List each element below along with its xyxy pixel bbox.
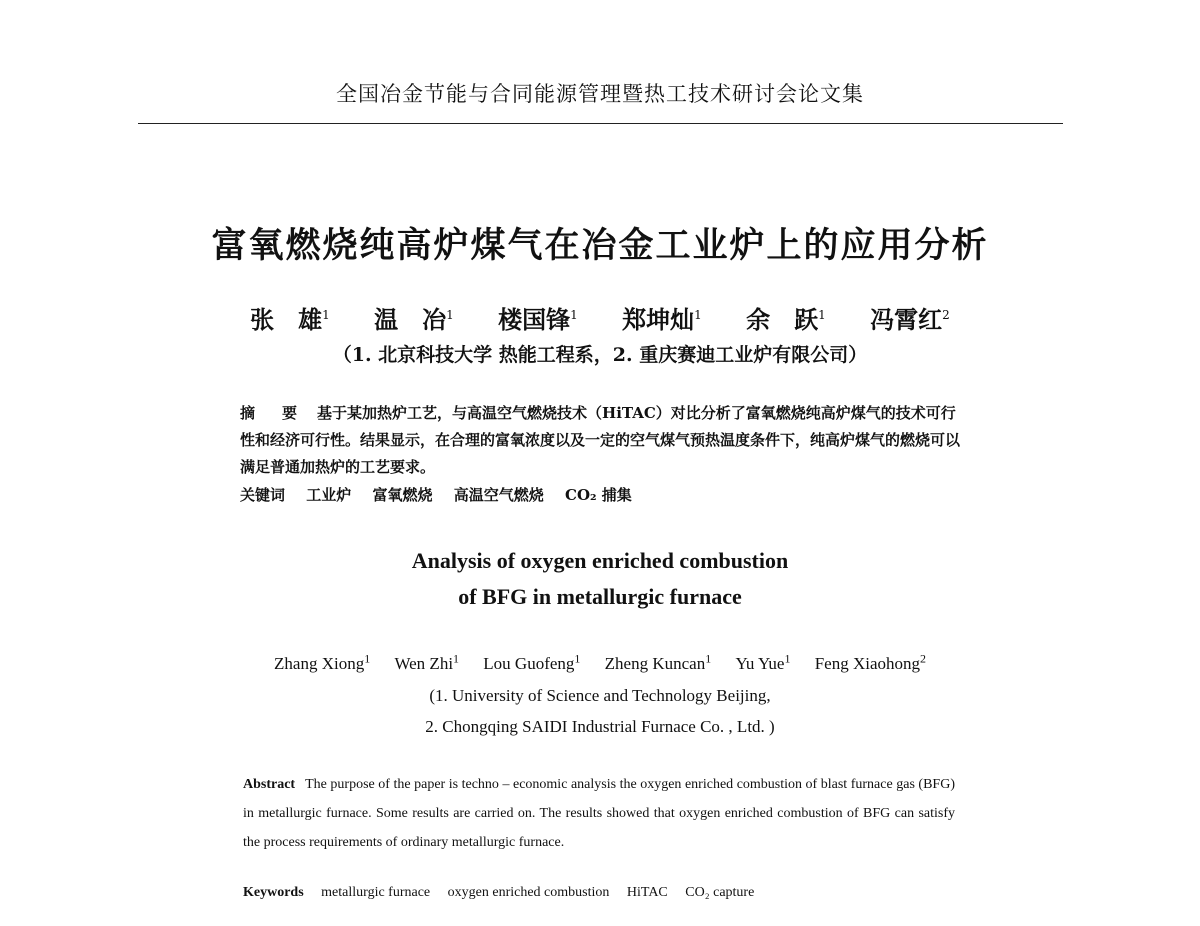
cn-abstract-label: 摘 要: [240, 404, 304, 422]
en-keyword: HiTAC: [626, 885, 668, 900]
cn-author: 楼国锋$^1$: [498, 305, 578, 334]
en-author: Yu Yue$^1$: [735, 651, 791, 673]
english-title-line-1: Analysis of oxygen enriched combustion: [411, 548, 789, 573]
running-header: 全国冶金节能与合同能源管理暨热工技术研讨会论文集: [336, 82, 864, 106]
en-author: Zheng Kuncan$^1$: [604, 651, 712, 673]
cn-author: 张 雄$^1$: [250, 305, 330, 334]
cn-author: 郑坤灿$^1$: [622, 305, 702, 334]
cn-keyword: 富氧燃烧: [372, 486, 433, 504]
cn-author: 余 跃$^1$: [746, 305, 826, 334]
en-abstract-label: Abstract: [243, 777, 296, 792]
english-affiliation: [0, 680, 1200, 742]
en-keyword: oxygen enriched combustion: [447, 885, 610, 900]
english-title-line-2: of BFG in metallurgic furnace: [458, 584, 742, 609]
en-author: Feng Xiaohong$^2$: [814, 651, 926, 673]
header-rule: [138, 123, 1063, 124]
en-author: Lou Guofeng$^1$: [483, 651, 581, 673]
chinese-affiliation: （1. 北京科技大学 热能工程系，2. 重庆赛迪工业炉有限公司）: [332, 344, 868, 366]
english-affiliation-line-1: (1. University of Science and Technology Beijing,: [429, 686, 771, 705]
cn-keyword: CO₂ 捕集: [565, 486, 632, 504]
english-keywords: [243, 885, 955, 901]
cn-keywords-label: 关键词: [240, 486, 286, 504]
cn-author: 温 冶$^1$: [374, 305, 454, 334]
en-keyword: metallurgic furnace: [321, 885, 431, 900]
chinese-abstract: [240, 400, 960, 481]
en-abstract-text: The purpose of the paper is techno – economic analysis the oxygen enriched combustion of blast furnace gas (BFG) in metallurgic furnace. Some results are carried on. The results showed that oxygen enriched combustion of BFG can satisfy the process requirements of ordinary metallurgic furnace.: [243, 777, 955, 850]
chinese-authors: [0, 300, 1200, 335]
english-affiliation-line-2: 2. Chongqing SAIDI Industrial Furnace Co. , Ltd. ): [425, 717, 775, 736]
en-keywords-label: Keywords: [243, 885, 304, 900]
cn-abstract-text: 基于某加热炉工艺，与高温空气燃烧技术（HiTAC）对比分析了富氧燃烧纯高炉煤气的技术可行性和经济可行性。结果显示，在合理的富氧浓度以及一定的空气煤气预热温度条件下，纯高炉煤气的燃烧可以满足普通加热炉的工艺要求。: [240, 404, 961, 476]
chinese-keywords: [240, 484, 960, 505]
en-keyword: CO₂ capture: [685, 885, 755, 900]
en-author: Wen Zhi$^1$: [394, 651, 460, 673]
cn-author: 冯霄红$^2$: [870, 305, 950, 334]
english-authors: [0, 651, 1200, 674]
english-title: [0, 543, 1200, 615]
english-abstract: [243, 770, 955, 857]
cn-keyword: 工业炉: [306, 486, 352, 504]
en-author: Zhang Xiong$^1$: [274, 651, 371, 673]
chinese-title: 富氧燃烧纯高炉煤气在冶金工业炉上的应用分析: [211, 226, 989, 266]
cn-keyword: 高温空气燃烧: [453, 486, 544, 504]
